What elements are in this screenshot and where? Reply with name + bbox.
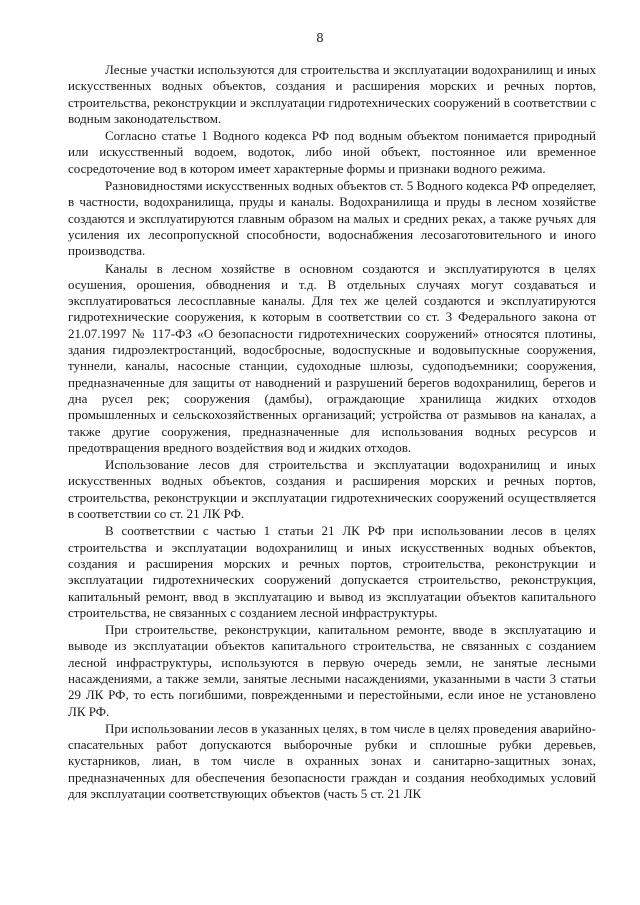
paragraph-1: Лесные участки используются для строительства и эксплуатации водохранилищ и иных искусственных водных объектов, создания и расширения морских и речных портов, строительства, реконструкции и эксплуатации гидротехнических сооружений в соответствии с водным законодательством. — [68, 62, 596, 126]
paragraph-5: Использование лесов для строительства и эксплуатации водохранилищ и иных искусственных водных объектов, создания и расширения морских и речных портов, строительства, реконструкции и эксплуатации гидротехнических сооружений осуществляется в соответствии со ст. 21 ЛК РФ. — [68, 457, 596, 522]
paragraph-7: При строительстве, реконструкции, капитальном ремонте, вводе в эксплуатацию и выводе из эксплуатации объектов капитального строительства, не связанных с созданием лесной инфраструктуры, используются в первую очередь земли, не занятые лесными насаждениями, а также земли, занятые лесными насаждениями, указанными в части 3 статьи 29 ЛК РФ, то есть погибшими, поврежденными и перестойными, если иное не установлено ЛК РФ. — [68, 622, 596, 719]
page-number: 8 — [316, 31, 324, 45]
paragraph-6: В соответствии с частью 1 статьи 21 ЛК РФ при использовании лесов в целях строительства и эксплуатации водохранилищ и иных искусственных водных объектов, создания и расширения морских и речных портов, строительства, реконструкции и эксплуатации гидротехнических сооружений допускается строительство, реконструкция, капитальный ремонт, ввод в эксплуатацию и вывод из эксплуатации объектов капитального строительства, не связанных с созданием лесной инфраструктуры. — [68, 523, 596, 620]
document-body — [68, 62, 596, 803]
paragraph-4: Каналы в лесном хозяйстве в основном создаются и эксплуатируются в целях осушения, орошения, обводнения и т.д. В отдельных случаях могут создаваться и эксплуатироваться лесосплавные каналы. Для тех же целей создаются и эксплуатируются гидротехнические сооружения, к которым в соответствии со ст. 3 Федерального закона от 21.07.1997 № 117-ФЗ «О безопасности гидротехнических сооружений» относятся плотины, здания гидроэлектростанций, водосбросные, водоспускные и водовыпускные сооружения, туннели, каналы, насосные станции, судоходные шлюзы, судоподъемники; сооружения, предназначенные для защиты от наводнений и разрушений берегов водохранилищ, берегов и дна русел рек; сооружения (дамбы), ограждающие хранилища жидких отходов промышленных и сельскохозяйственных организаций; устройства от размывов на каналах, а также другие сооружения, предназначенные для использования водных ресурсов и предотвращения вредного воздействия вод и жидких отходов. — [68, 260, 596, 455]
paragraph-8: При использовании лесов в указанных целях, в том числе в целях проведения аварийно-спасательных работ допускаются выборочные рубки и сплошные рубки деревьев, кустарников, лиан, в том числе в охранных зонах и санитарно-защитных зонах, предназначенных для обеспечения безопасности граждан и создания необходимых условий для эксплуатации соответствующих объектов (часть 5 ст. 21 ЛК — [68, 720, 596, 802]
paragraph-2: Согласно статье 1 Водного кодекса РФ под водным объектом понимается природный или искусственный водоем, водоток, либо иной объект, постоянное или временное сосредоточение вод в котором имеет характерные формы и признаки водного режима. — [68, 128, 596, 176]
paragraph-3: Разновидностями искусственных водных объектов ст. 5 Водного кодекса РФ определяет, в частности, водохранилища, пруды и каналы. Водохранилища и пруды в лесном хозяйстве создаются и эксплуатируются главным образом на малых и средних реках, а также ручьях для усиления их лесопропускной способности, водоснабжения лесозаготовительного и иного производства. — [68, 178, 596, 259]
